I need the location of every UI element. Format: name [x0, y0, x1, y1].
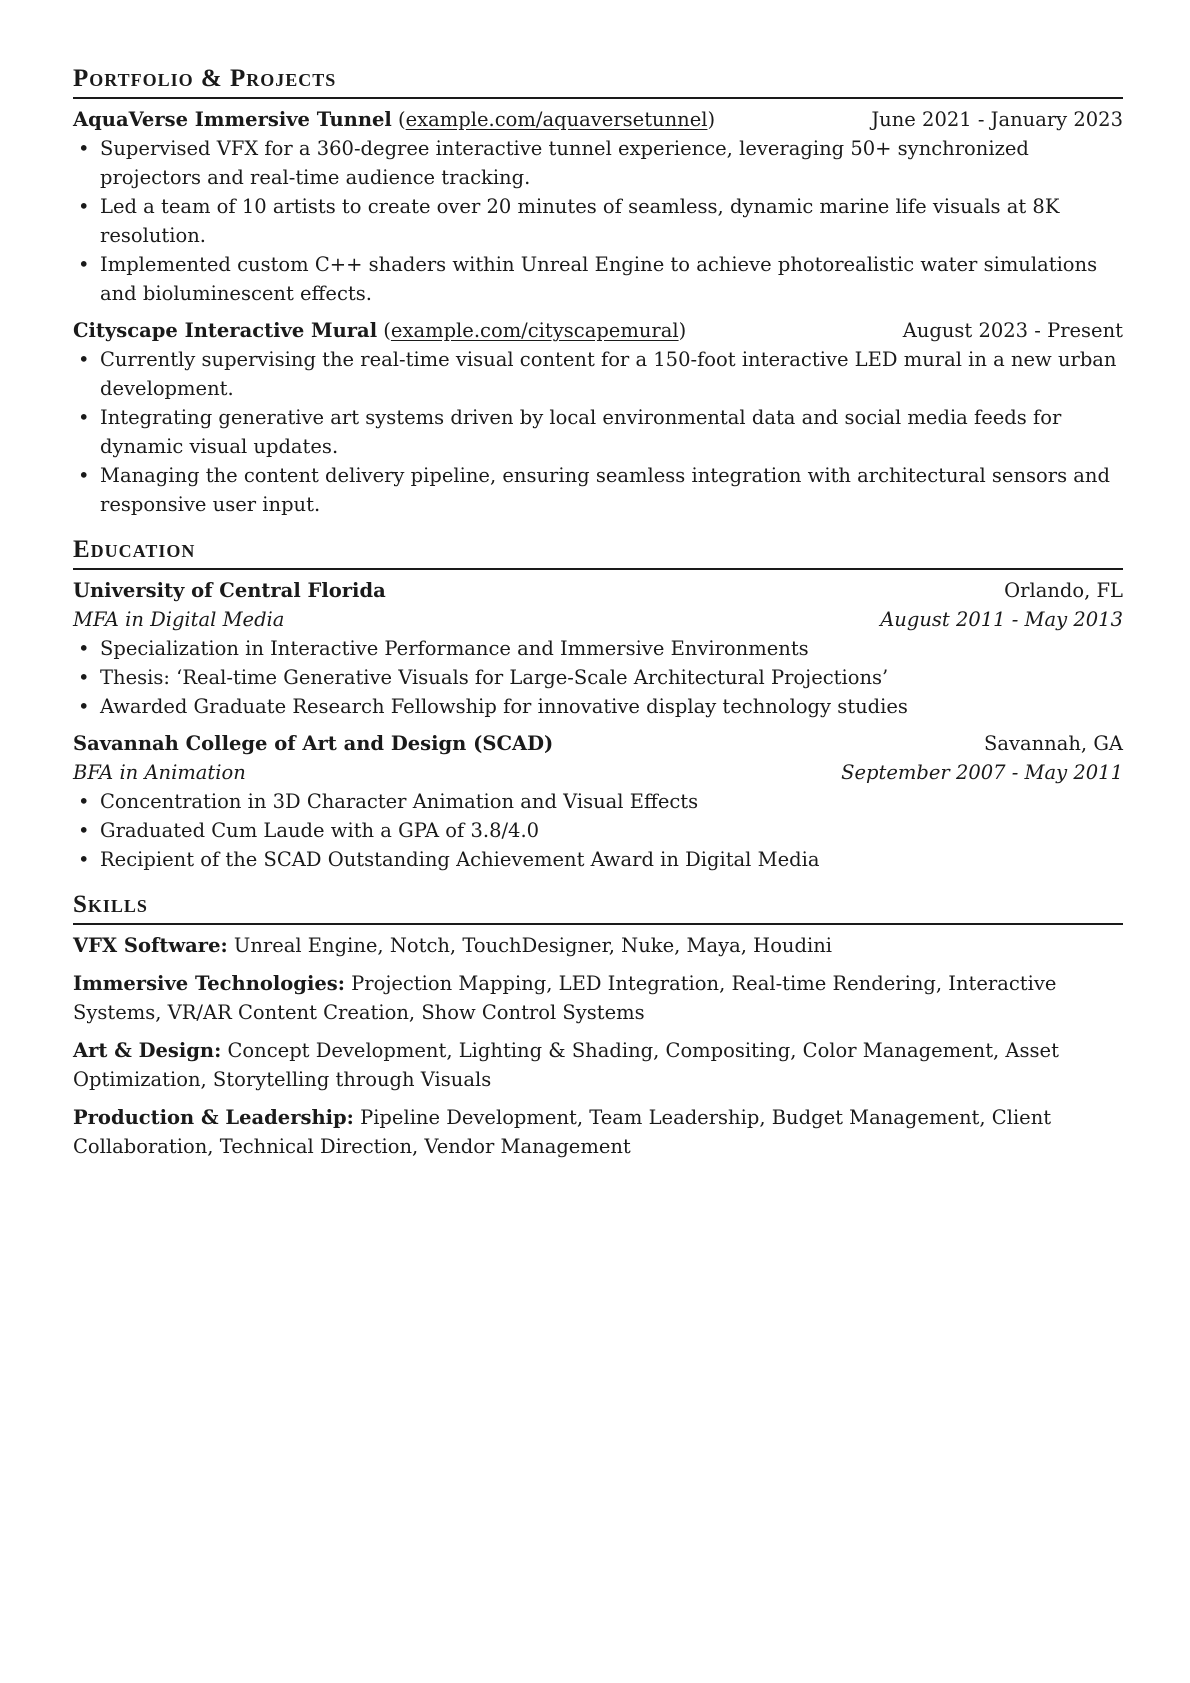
list-item: • Integrating generative art systems driven by local environmental data and social media feeds for dynamic visual updates.: [73, 403, 1123, 461]
project-dates: June 2021 - January 2023: [871, 108, 1123, 131]
project-name: Cityscape Interactive Mural: [73, 319, 378, 342]
list-item: • Recipient of the SCAD Outstanding Achievement Award in Digital Media: [73, 845, 1123, 874]
school-location: Orlando, FL: [1004, 579, 1123, 602]
skill-value: Unreal Engine, Notch, TouchDesigner, Nuke, Maya, Houdini: [233, 934, 833, 957]
school-name: Savannah College of Art and Design (SCAD): [73, 732, 554, 755]
resume-page: [73, 62, 1123, 1161]
education-dates: August 2011 - May 2013: [880, 608, 1123, 631]
project-header: [73, 105, 1123, 134]
education-bullets: [73, 787, 1123, 874]
skill-label: Immersive Technologies:: [73, 972, 345, 995]
list-item: • Thesis: ‘Real-time Generative Visuals for Large-Scale Architectural Projections’: [73, 663, 1123, 692]
education-header: [73, 576, 1123, 605]
project-dates: August 2023 - Present: [902, 319, 1123, 342]
education-heading: Education: [73, 533, 1123, 570]
projects-heading: Portfolio & Projects: [73, 62, 1123, 99]
project-title-line: AquaVerse Immersive Tunnel (example.com/aquaversetunnel): [73, 108, 716, 131]
list-item: • Graduated Cum Laude with a GPA of 3.8/4.0: [73, 816, 1123, 845]
education-entry: [73, 729, 1123, 874]
project-bullets: [73, 345, 1123, 519]
education-dates: September 2007 - May 2011: [841, 761, 1123, 784]
list-item: • Implemented custom C++ shaders within Unreal Engine to achieve photorealistic water simulations and bioluminescent effects.: [73, 250, 1123, 308]
skill-item: [73, 969, 1123, 1027]
projects-section: [73, 62, 1123, 519]
school-location: Savannah, GA: [984, 732, 1123, 755]
list-item: • Awarded Graduate Research Fellowship for innovative display technology studies: [73, 692, 1123, 721]
skill-item: [73, 931, 1123, 960]
project-header: [73, 316, 1123, 345]
skill-label: VFX Software:: [73, 934, 228, 957]
skill-item: [73, 1103, 1123, 1161]
list-item: • Specialization in Interactive Performance and Immersive Environments: [73, 634, 1123, 663]
project-link[interactable]: example.com/cityscapemural: [390, 319, 679, 342]
skill-label: Production & Leadership:: [73, 1106, 354, 1129]
project-name: AquaVerse Immersive Tunnel: [73, 108, 392, 131]
education-bullets: [73, 634, 1123, 721]
project-title-line: Cityscape Interactive Mural (example.com/cityscapemural): [73, 319, 687, 342]
degree: MFA in Digital Media: [73, 608, 285, 631]
degree-row: [73, 605, 1123, 634]
skills-section: [73, 888, 1123, 1161]
skill-value: Concept Development, Lighting & Shading, Compositing, Color Management, Asset Optimization, Storytelling through Visuals: [73, 1039, 1059, 1091]
skills-heading: Skills: [73, 888, 1123, 925]
project-entry: [73, 316, 1123, 519]
list-item: • Concentration in 3D Character Animation and Visual Effects: [73, 787, 1123, 816]
list-item: • Currently supervising the real-time visual content for a 150-foot interactive LED mural in a new urban development.: [73, 345, 1123, 403]
education-entry: [73, 576, 1123, 721]
project-bullets: [73, 134, 1123, 308]
degree-row: [73, 758, 1123, 787]
skill-value: Pipeline Development, Team Leadership, Budget Management, Client Collaboration, Technical Direction, Vendor Management: [73, 1106, 1052, 1158]
education-section: [73, 533, 1123, 874]
education-header: [73, 729, 1123, 758]
list-item: • Supervised VFX for a 360-degree interactive tunnel experience, leveraging 50+ synchronized projectors and real-time audience tracking.: [73, 134, 1123, 192]
skill-value: Projection Mapping, LED Integration, Real-time Rendering, Interactive Systems, VR/AR Content Creation, Show Control Systems: [73, 972, 1057, 1024]
school-name: University of Central Florida: [73, 579, 386, 602]
list-item: • Led a team of 10 artists to create over 20 minutes of seamless, dynamic marine life visuals at 8K resolution.: [73, 192, 1123, 250]
degree: BFA in Animation: [73, 761, 246, 784]
project-link[interactable]: example.com/aquaversetunnel: [405, 108, 708, 131]
skill-item: [73, 1036, 1123, 1094]
project-entry: [73, 105, 1123, 308]
list-item: • Managing the content delivery pipeline, ensuring seamless integration with architectural sensors and responsive user input.: [73, 461, 1123, 519]
skill-label: Art & Design:: [73, 1039, 222, 1062]
